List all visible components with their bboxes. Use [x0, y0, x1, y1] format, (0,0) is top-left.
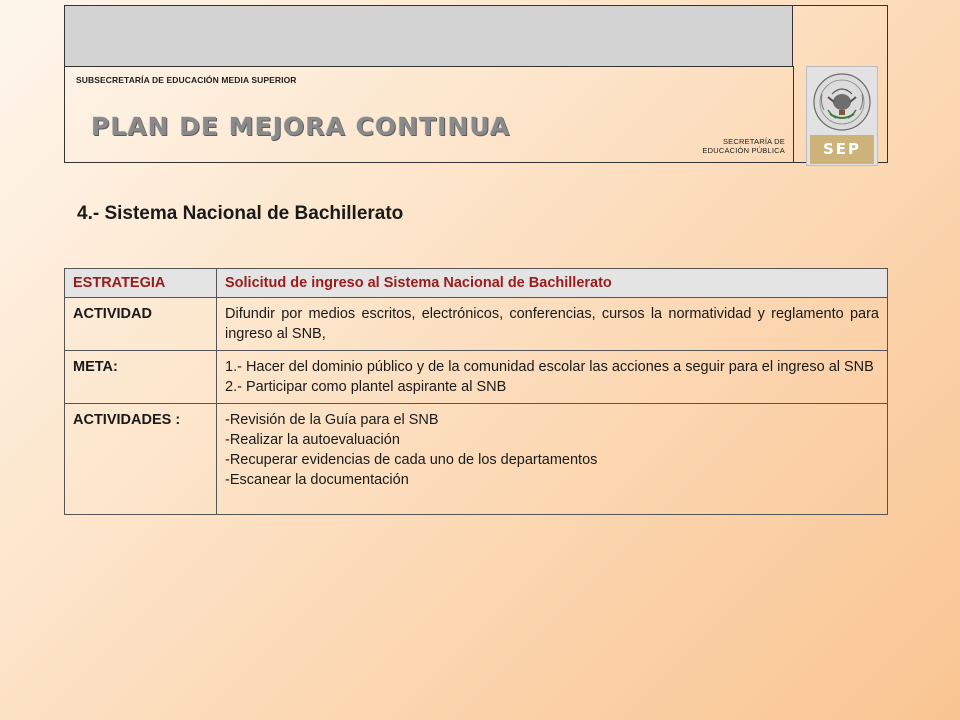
mexican-coat-of-arms-seal-icon [812, 72, 872, 132]
estrategia-label: ESTRATEGIA [65, 269, 217, 298]
page-title: PLAN DE MEJORA CONTINUA [91, 112, 511, 141]
estrategia-value: Solicitud de ingreso al Sistema Nacional de Bachillerato [217, 269, 888, 298]
actividades-item: -Escanear la documentación [225, 472, 409, 488]
table-row-estrategia [65, 269, 888, 298]
actividades-label: ACTIVIDADES : [65, 404, 217, 515]
meta-value [217, 351, 888, 404]
sep-logo-text: SEP [810, 135, 874, 164]
table-row-meta [65, 351, 888, 404]
secretaria-line-2: EDUCACIÓN PÚBLICA [702, 146, 785, 155]
sep-logo [806, 66, 878, 166]
actividades-item: -Recuperar evidencias de cada uno de los departamentos [225, 452, 598, 468]
secretaria-line-1: SECRETARÍA DE [722, 137, 785, 146]
secretaria-label [665, 137, 785, 155]
actividad-value: Difundir por medios escritos, electrónicos, conferencias, cursos la normatividad y reglamento para ingreso al SNB, [217, 298, 888, 351]
plan-table [64, 268, 888, 515]
actividades-item: -Realizar la autoevaluación [225, 432, 400, 448]
meta-item: 1.- Hacer del dominio público y de la comunidad escolar las acciones a seguir para el ingreso al SNB [225, 359, 874, 375]
actividades-value [217, 404, 888, 515]
actividades-item: -Revisión de la Guía para el SNB [225, 412, 439, 428]
actividad-label: ACTIVIDAD [65, 298, 217, 351]
subsecretaria-label: SUBSECRETARÍA DE EDUCACIÓN MEDIA SUPERIOR [76, 75, 297, 85]
section-title: 4.- Sistema Nacional de Bachillerato [77, 203, 404, 224]
header-gray-band [65, 6, 793, 67]
table-row-actividad [65, 298, 888, 351]
meta-label: META: [65, 351, 217, 404]
header-divider [793, 66, 794, 163]
meta-item: 2.- Participar como plantel aspirante al SNB [225, 379, 507, 395]
table-row-actividades [65, 404, 888, 515]
document-header [64, 5, 888, 163]
